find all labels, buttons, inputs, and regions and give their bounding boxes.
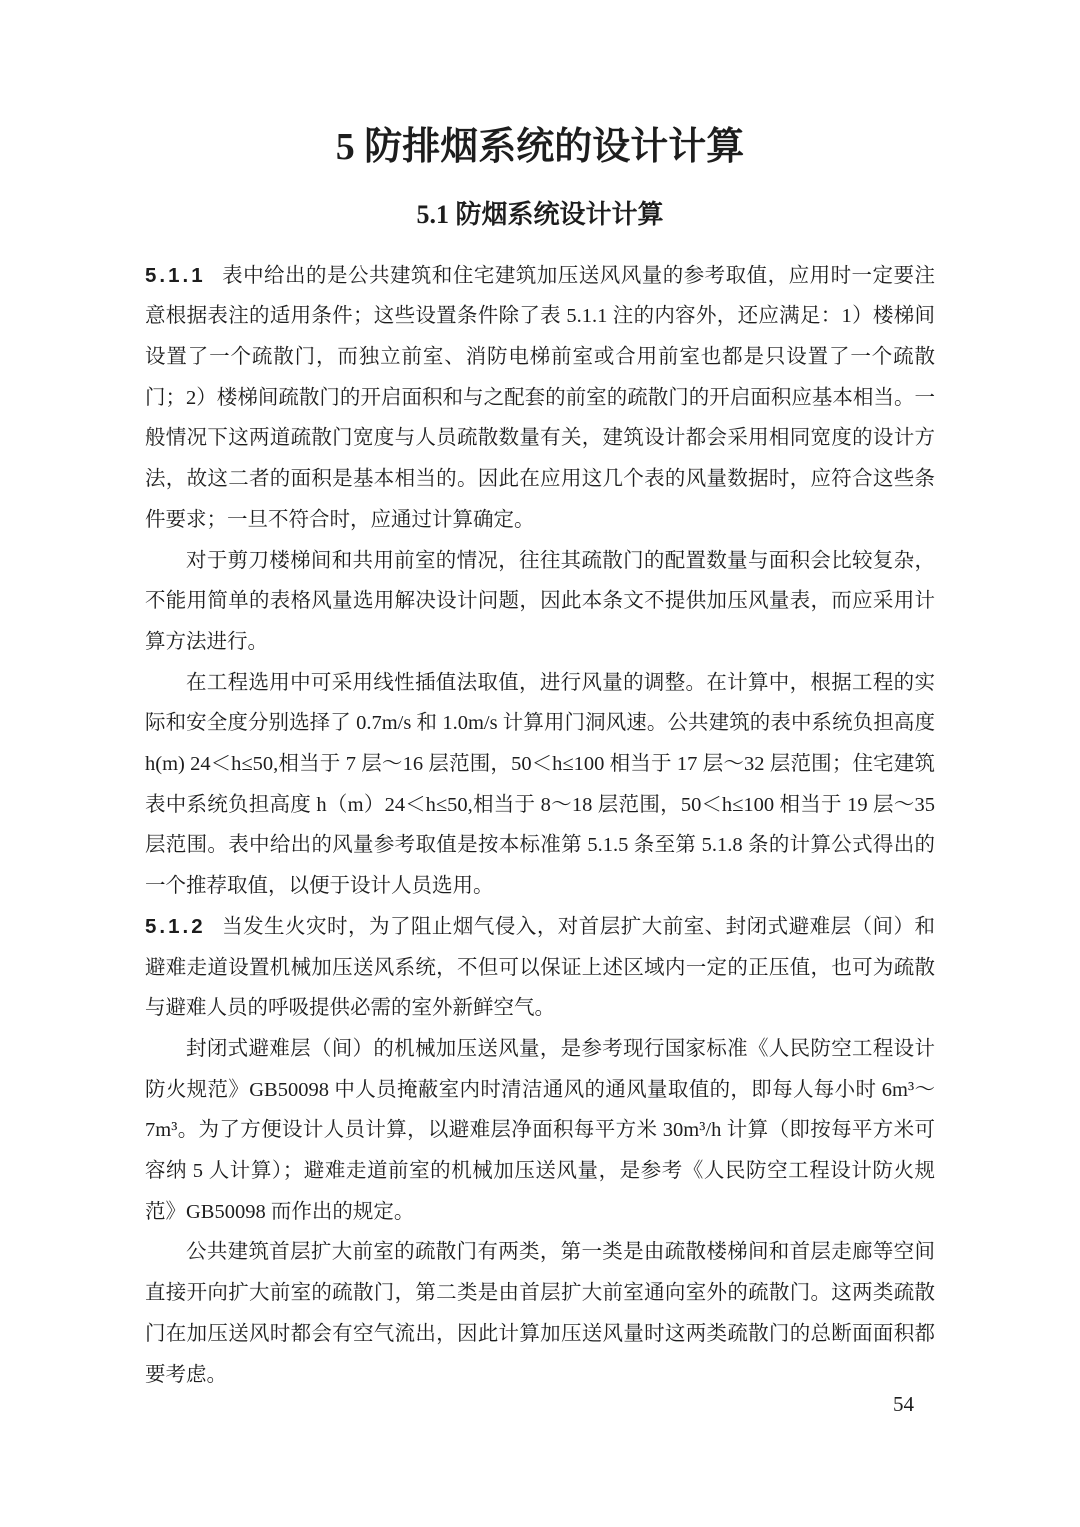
clause-text: 当发生火灾时，为了阻止烟气侵入，对首层扩大前室、封闭式避难层（间）和避难走道设置机械加压送风系统，不但可以保证上述区域内一定的正压值，也可为疏散与避难人员的呼吸提供必需的室外新鲜空气。 [145, 915, 935, 1020]
paragraph: 对于剪刀楼梯间和共用前室的情况，往往其疏散门的配置数量与面积会比较复杂，不能用简单的表格风量选用解决设计问题，因此本条文不提供加压风量表，而应采用计算方法进行。 [145, 549, 935, 653]
page-number: 54 [893, 1392, 914, 1416]
clause-number: 5.1.2 [145, 914, 206, 938]
clause-number: 5.1.1 [145, 263, 206, 287]
clause-5-1-2 [145, 907, 935, 1029]
paragraph: 在工程选用中可采用线性插值法取值，进行风量的调整。在计算中，根据工程的实际和安全度分别选择了 0.7m/s 和 1.0m/s 计算用门洞风速。公共建筑的表中系统负担高度 h(m) 24＜h≤50,相当于 7 层～16 层范围，50＜h≤100 相当于 17 层～32 层范围；住宅建筑表中系统负担高度 h（m）24＜h≤50,相当于 8～18 层范围，50＜h≤100 相当于 19 层～35 层范围。表中给出的风量参考取值是按本标准第 5.1.5 条至第 5.1.8 条的计算公式得出的一个推荐取值，以便于设计人员选用。 [145, 671, 935, 898]
page-content [145, 126, 935, 1395]
paragraph: 封闭式避难层（间）的机械加压送风量，是参考现行国家标准《人民防空工程设计防火规范》GB50098 中人员掩蔽室内时清洁通风的通风量取值的，即每人每小时 6m³～7m³。为了方便设计人员计算，以避难层净面积每平方米 30m³/h 计算（即按每平方米可容纳 5 人计算）；避难走道前室的机械加压送风量，是参考《人民防空工程设计防火规范》GB50098 而作出的规定。 [145, 1037, 935, 1223]
body-text [145, 256, 935, 1396]
paragraph: 公共建筑首层扩大前室的疏散门有两类，第一类是由疏散楼梯间和首层走廊等空间直接开向扩大前室的疏散门，第二类是由首层扩大前室通向室外的疏散门。这两类疏散门在加压送风时都会有空气流出，因此计算加压送风量时这两类疏散门的总断面面积都要考虑。 [145, 1241, 935, 1386]
clause-text: 表中给出的是公共建筑和住宅建筑加压送风风量的参考取值，应用时一定要注意根据表注的适用条件；这些设置条件除了表 5.1.1 注的内容外，还应满足：1）楼梯间设置了一个疏散门，而独立前室、消防电梯前室或合用前室也都是只设置了一个疏散门；2）楼梯间疏散门的开启面积和与之配套的前室的疏散门的开启面积应基本相当。一般情况下这两道疏散门宽度与人员疏散数量有关，建筑设计都会采用相同宽度的设计方法，故这二者的面积是基本相当的。因此在应用这几个表的风量数据时，应符合这些条件要求；一旦不符合时，应通过计算确定。 [145, 264, 935, 531]
chapter-title: 5 防排烟系统的设计计算 [335, 126, 745, 168]
clause-5-1-1 [145, 256, 935, 541]
section-heading: 5.1 防烟系统设计计算 [416, 199, 664, 229]
